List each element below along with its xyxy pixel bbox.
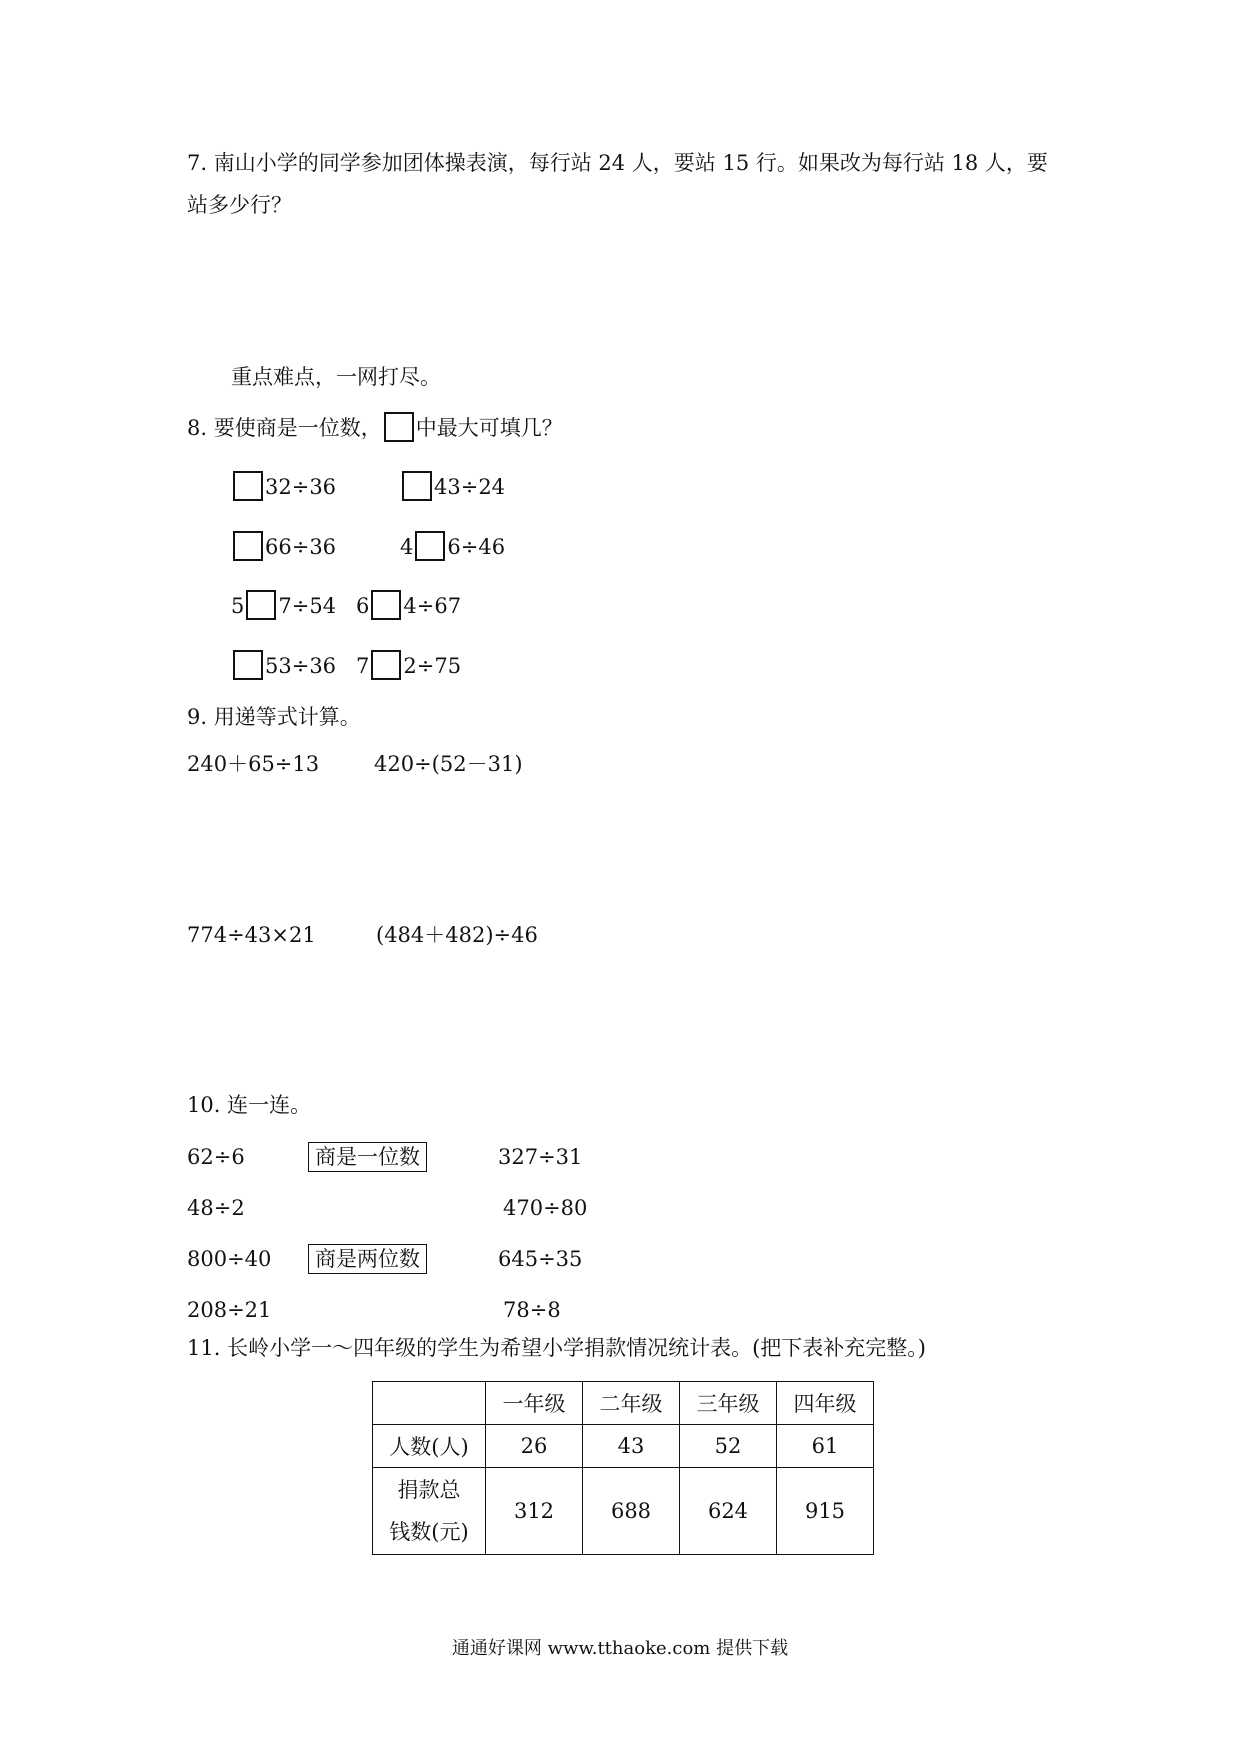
q10-left-item: 208÷21: [187, 1298, 272, 1322]
table-row: [373, 1468, 874, 1555]
page-footer: 通通好课网 www.tthaoke.com 提供下载: [451, 1638, 789, 1659]
q8-item: 5 7÷54: [231, 590, 336, 621]
table-cell: 43: [583, 1425, 680, 1468]
q10-left-item: 800÷40: [187, 1247, 272, 1271]
table-cell: 26: [486, 1425, 583, 1468]
table-header-cell: 一年级: [486, 1382, 583, 1425]
answer-box[interactable]: [384, 412, 414, 442]
q11-title: 11. 长岭小学一～四年级的学生为希望小学捐款情况统计表。(把下表补充完整。): [187, 1336, 926, 1360]
q8-item: 66÷36: [231, 531, 336, 562]
q10-title: 10. 连一连。: [187, 1093, 312, 1117]
table-header-cell: 四年级: [777, 1382, 874, 1425]
table-cell: 61: [777, 1425, 874, 1468]
answer-box[interactable]: [371, 590, 401, 620]
q8-item: 53÷36: [231, 650, 336, 681]
table-row-label: 捐款总 钱数(元): [373, 1468, 486, 1555]
q10-category: [308, 1244, 427, 1274]
answer-box[interactable]: [233, 650, 263, 680]
q10-right-item: 78÷8: [503, 1298, 561, 1322]
answer-box[interactable]: [371, 650, 401, 680]
answer-box[interactable]: [233, 471, 263, 501]
q8-item: 32÷36: [231, 471, 336, 502]
table-header-cell: 二年级: [583, 1382, 680, 1425]
table-cell: 915: [777, 1468, 874, 1555]
answer-box[interactable]: [402, 471, 432, 501]
q8-prefix: 8. 要使商是一位数，: [187, 416, 382, 440]
table-cell: [373, 1382, 486, 1425]
q9-expr: 774÷43×21: [187, 923, 316, 947]
table-row: [373, 1382, 874, 1425]
table-cell: 624: [680, 1468, 777, 1555]
q10-category: [308, 1142, 427, 1172]
q9-expr: 240＋65÷13: [187, 752, 320, 776]
q10-category-box: 商是一位数: [308, 1142, 427, 1172]
table-cell: 52: [680, 1425, 777, 1468]
donation-table: [372, 1381, 874, 1555]
q9-title: 9. 用递等式计算。: [187, 705, 361, 729]
q9-expr: 420÷(52－31): [374, 752, 523, 776]
table-header-cell: 三年级: [680, 1382, 777, 1425]
section-note: 重点难点，一网打尽。: [231, 365, 441, 389]
table-cell: 688: [583, 1468, 680, 1555]
table-cell: 312: [486, 1468, 583, 1555]
q8-suffix: 中最大可填几？: [415, 416, 563, 440]
q8-title: [187, 412, 563, 443]
q8-item: 6 4÷67: [356, 590, 461, 621]
q10-right-item: 327÷31: [498, 1145, 583, 1169]
q10-category-box: 商是两位数: [308, 1244, 427, 1274]
q8-item: 7 2÷75: [356, 650, 461, 681]
q7-line2: 站多少行？: [187, 193, 292, 217]
q8-item: 43÷24: [400, 471, 505, 502]
table-row-label: 人数(人): [373, 1425, 486, 1468]
answer-box[interactable]: [233, 531, 263, 561]
q10-left-item: 48÷2: [187, 1196, 245, 1220]
q9-expr: (484＋482)÷46: [376, 923, 538, 947]
answer-box[interactable]: [415, 531, 445, 561]
q8-item: 4 6÷46: [400, 531, 505, 562]
answer-box[interactable]: [246, 590, 276, 620]
q10-left-item: 62÷6: [187, 1145, 245, 1169]
q10-right-item: 470÷80: [503, 1196, 588, 1220]
q10-right-item: 645÷35: [498, 1247, 583, 1271]
table-row: [373, 1425, 874, 1468]
q7-line1: 7. 南山小学的同学参加团体操表演，每行站 24 人，要站 15 行。如果改为每行站 18 人，要: [187, 151, 1048, 175]
